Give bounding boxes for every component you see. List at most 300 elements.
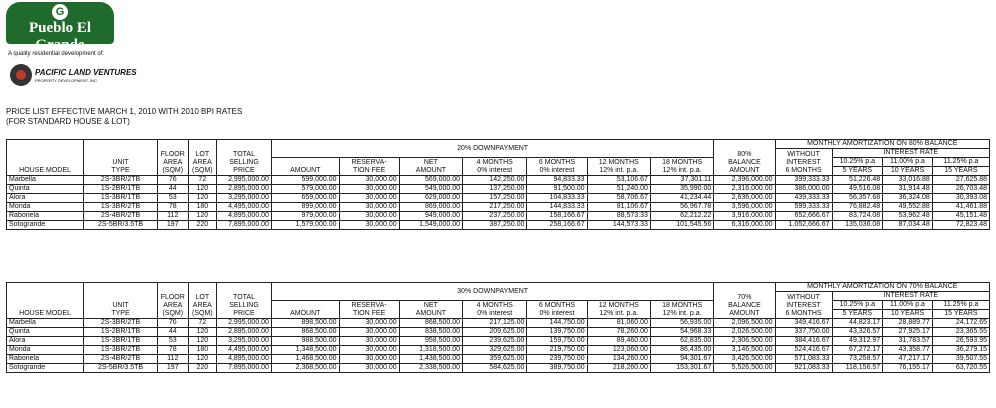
table-cell: 389,750.00 [527, 364, 587, 373]
table-row [7, 194, 990, 203]
table-cell: 104,833.33 [527, 194, 587, 203]
header-line: WITHOUT [787, 151, 820, 158]
table-cell: 219,750.00 [527, 346, 587, 355]
header-amount: AMOUNT [271, 301, 339, 319]
house-model-name: Monda [7, 203, 84, 212]
table-cell: 1,052,666.67 [775, 221, 832, 230]
header-line: TYPE [111, 167, 130, 174]
header-lot-area [188, 140, 217, 176]
table-cell: 2,096,500.00 [714, 319, 775, 328]
header-balance [714, 140, 775, 176]
table-cell: 220 [188, 221, 217, 230]
table-cell: 26,593.95 [932, 337, 989, 346]
header-house-model: HOUSE MODEL [7, 283, 84, 319]
header-interest-rate: INTEREST RATE [832, 292, 989, 301]
table-cell: 384,416.67 [775, 337, 832, 346]
pueblo-el-grande-logo [6, 2, 114, 53]
table-cell: 35,990.00 [650, 185, 713, 194]
table-cell: 659,000.00 [271, 194, 339, 203]
table-cell: 53,106.67 [587, 176, 650, 185]
table-cell: 868,500.00 [399, 319, 462, 328]
table-cell: 51,226.48 [832, 176, 883, 185]
table-cell: 81,060.00 [587, 319, 650, 328]
header-line: SELLING [229, 302, 259, 309]
header-years: 5 YEARS [832, 310, 883, 319]
table-cell: 349,416.67 [775, 319, 832, 328]
table-cell: 58,706.67 [587, 194, 650, 203]
table-cell: 120 [188, 212, 217, 221]
table-cell: 30,393.08 [932, 194, 989, 203]
header-rate: 11.00% p.a [883, 158, 933, 167]
developer-subtitle: PROPERTY DEVELOPMENT, INC. [35, 78, 98, 83]
table-cell: 386,000.00 [775, 185, 832, 194]
table-cell: 949,000.00 [399, 212, 462, 221]
header-line: WITHOUT [787, 294, 820, 301]
table-row [7, 203, 990, 212]
house-model-name: Rabonela [7, 212, 84, 221]
header-downpayment: 20% DOWNPAYMENT [271, 140, 713, 158]
table-cell: 41,461.88 [932, 203, 989, 212]
table-cell: 153,301.67 [650, 364, 713, 373]
table-cell: 209,625.00 [463, 328, 527, 337]
header-rate: 11.25% p.a [932, 158, 989, 167]
table-cell: 158,166.67 [527, 212, 587, 221]
table-cell: 30,000.00 [339, 212, 399, 221]
table-cell: 120 [188, 194, 217, 203]
table-cell: 868,500.00 [271, 328, 339, 337]
house-model-name: Quinta [7, 185, 84, 194]
table-cell: 838,500.00 [399, 328, 462, 337]
table-cell: 53 [157, 337, 188, 346]
header-12-months [587, 158, 650, 176]
header-line: FLOOR [160, 151, 185, 158]
table-cell: 30,000.00 [339, 364, 399, 373]
table-cell: 180 [188, 346, 217, 355]
table-row [7, 364, 990, 373]
table-cell: 237,250.00 [463, 212, 527, 221]
table-cell: 569,000.00 [399, 176, 462, 185]
table-cell: 56,357.68 [832, 194, 883, 203]
table-cell: 159,750.00 [527, 337, 587, 346]
table-row [7, 319, 990, 328]
table-cell: 23,365.55 [932, 328, 989, 337]
table-row [7, 185, 990, 194]
table-cell: 76 [157, 176, 188, 185]
table-cell: 2,368,500.00 [271, 364, 339, 373]
header-line: 4 MONTHS [476, 302, 513, 309]
table-cell: 101,545.56 [650, 221, 713, 230]
header-line: (SQM) [162, 167, 184, 174]
table-cell: 118,156.57 [832, 364, 883, 373]
table-cell: 49,312.97 [832, 337, 883, 346]
header-years: 10 YEARS [883, 167, 933, 176]
table-cell: 49,552.88 [883, 203, 933, 212]
header-line: BALANCE [728, 159, 761, 166]
header-line: PRICE [233, 167, 255, 174]
table-cell: 899,000.00 [271, 203, 339, 212]
header-12-months [587, 301, 650, 319]
table-cell: 30,000.00 [339, 176, 399, 185]
table-cell: 43,358.77 [883, 346, 933, 355]
header-floor-area [157, 283, 188, 319]
header-amortization: MONTHLY AMORTIZATION ON 80% BALANCE [775, 140, 989, 149]
table-cell: 579,000.00 [271, 185, 339, 194]
table-cell: 217,250.00 [463, 203, 527, 212]
price-list-subheading: (FOR STANDARD HOUSE & LOT) [6, 117, 130, 126]
table-cell: 6,316,000.00 [714, 221, 775, 230]
header-line: 6 MONTHS [538, 159, 576, 166]
table-cell: 44,823.17 [832, 319, 883, 328]
price-table-30 [6, 282, 990, 373]
table-cell: 94,301.67 [650, 355, 713, 364]
table-cell: 399,333.33 [775, 176, 832, 185]
table-cell: 1S-3BR/1TB [84, 337, 158, 346]
table-cell: 2S-4BR/2TB [84, 355, 158, 364]
table-row [7, 212, 990, 221]
table-cell: 31,914.48 [883, 185, 933, 194]
table-cell: 33,016.88 [883, 176, 933, 185]
table-cell: 67,272.17 [832, 346, 883, 355]
table-cell: 2,396,000.00 [714, 176, 775, 185]
table-cell: 30,000.00 [339, 328, 399, 337]
price-list-heading: PRICE LIST EFFECTIVE MARCH 1, 2010 WITH 2010 BPI RATES [6, 107, 243, 116]
table-cell: 142,250.00 [463, 176, 527, 185]
table-cell: 1,468,500.00 [271, 355, 339, 364]
table-cell: 81,106.67 [587, 203, 650, 212]
table-cell: 36,279.15 [932, 346, 989, 355]
table-cell: 53,962.48 [883, 212, 933, 221]
table-cell: 2,895,000.00 [217, 328, 272, 337]
table-cell: 144,750.00 [527, 319, 587, 328]
header-line: AREA [192, 302, 212, 309]
header-downpayment: 30% DOWNPAYMENT [271, 283, 713, 301]
header-line: TYPE [111, 310, 130, 317]
table-cell: 30,000.00 [339, 185, 399, 194]
header-6-months [527, 301, 587, 319]
table-cell: 258,166.67 [527, 221, 587, 230]
house-model-name: Sotogrande [7, 364, 84, 373]
table-cell: 2S-4BR/2TB [84, 212, 158, 221]
table-cell: 2S-3BR/2TB [84, 176, 158, 185]
table-cell: 337,750.00 [775, 328, 832, 337]
header-line: NET [423, 302, 438, 309]
header-line: LOT [195, 294, 210, 301]
table-cell: 549,000.00 [399, 185, 462, 194]
table-cell: 88,573.33 [587, 212, 650, 221]
table-cell: 120 [188, 337, 217, 346]
header-line: 12% int. p.a. [599, 310, 639, 317]
header-line: INTEREST [786, 302, 821, 309]
header-net-amount [399, 158, 462, 176]
table-cell: 26,703.48 [932, 185, 989, 194]
table-cell: 2,338,500.00 [399, 364, 462, 373]
table-cell: 36,324.08 [883, 194, 933, 203]
header-line: AMOUNT [415, 167, 447, 174]
header-lot-area [188, 283, 217, 319]
table-cell: 89,460.00 [587, 337, 650, 346]
table-cell: 599,333.33 [775, 203, 832, 212]
header-line: 18 MONTHS [662, 159, 703, 166]
header-line: AMOUNT [729, 167, 760, 174]
table-cell: 30,000.00 [339, 346, 399, 355]
table-cell: 76,882.48 [832, 203, 883, 212]
table-cell: 1S-3BR/2TB [84, 346, 158, 355]
header-house-model: HOUSE MODEL [7, 140, 84, 176]
header-line: TOTAL [233, 151, 255, 158]
table-cell: 112 [157, 212, 188, 221]
table-cell: 599,000.00 [271, 176, 339, 185]
header-line: 6 MONTHS [785, 310, 822, 317]
table-cell: 157,250.00 [463, 194, 527, 203]
table-cell: 144,573.33 [587, 221, 650, 230]
header-total-price [217, 140, 272, 176]
header-line: 6 MONTHS [538, 302, 576, 309]
table-cell: 220 [188, 364, 217, 373]
header-line: 12% int. p.a. [662, 167, 702, 174]
table-cell: 584,625.00 [463, 364, 527, 373]
table-cell: 2S-5BR/3.5TB [84, 364, 158, 373]
table-cell: 359,625.00 [463, 355, 527, 364]
table-cell: 5,526,500.00 [714, 364, 775, 373]
table-cell: 73,258.57 [832, 355, 883, 364]
table-cell: 3,295,000.00 [217, 194, 272, 203]
table-cell: 56,935.00 [650, 319, 713, 328]
header-rate: 11.25% p.a [932, 301, 989, 310]
header-line: NET [423, 159, 438, 166]
price-table-20 [6, 139, 990, 230]
table-cell: 24,172.65 [932, 319, 989, 328]
table-cell: 45,151.48 [932, 212, 989, 221]
table-row [7, 355, 990, 364]
table-cell: 72,823.48 [932, 221, 989, 230]
table-cell: 3,596,000.00 [714, 203, 775, 212]
header-line: AREA [163, 159, 183, 166]
header-line: BALANCE [728, 302, 761, 309]
header-line: 0% interest [477, 167, 513, 174]
house-model-name: Rabonela [7, 355, 84, 364]
house-model-name: Alora [7, 194, 84, 203]
table-cell: 27,925.17 [883, 328, 933, 337]
table-cell: 37,301.11 [650, 176, 713, 185]
header-amount: AMOUNT [271, 158, 339, 176]
table-cell: 1S-2BR/1TB [84, 328, 158, 337]
table-cell: 135,036.08 [832, 221, 883, 230]
header-6-months [527, 158, 587, 176]
house-model-name: Marbella [7, 176, 84, 185]
table-cell: 2,995,000.00 [217, 176, 272, 185]
table-cell: 54,968.33 [650, 328, 713, 337]
table-cell: 30,000.00 [339, 221, 399, 230]
header-years: 10 YEARS [883, 310, 933, 319]
table-cell: 1S-3BR/2TB [84, 203, 158, 212]
header-line: TOTAL [233, 294, 255, 301]
header-rate: 11.00% p.a [883, 301, 933, 310]
header-18-months [650, 158, 713, 176]
house-model-name: Quinta [7, 328, 84, 337]
logo-brand-text: Pueblo El Grande [28, 20, 92, 53]
header-line: AREA [192, 159, 212, 166]
table-cell: 4,495,000.00 [217, 346, 272, 355]
table-cell: 869,000.00 [399, 203, 462, 212]
header-line: INTEREST [786, 159, 821, 166]
table-cell: 44 [157, 185, 188, 194]
table-cell: 41,234.44 [650, 194, 713, 203]
table-cell: 112 [157, 355, 188, 364]
table-cell: 83,724.08 [832, 212, 883, 221]
header-line: AMOUNT [415, 310, 447, 317]
header-4-months [463, 301, 527, 319]
table-cell: 4,495,000.00 [217, 203, 272, 212]
table-cell: 76 [157, 319, 188, 328]
table-cell: 94,833.33 [527, 176, 587, 185]
table-cell: 30,000.00 [339, 337, 399, 346]
header-line: AMOUNT [729, 310, 760, 317]
table-cell: 3,295,000.00 [217, 337, 272, 346]
header-line: 12% int. p.a. [662, 310, 702, 317]
table-cell: 30,000.00 [339, 319, 399, 328]
table-cell: 1S-2BR/1TB [84, 185, 158, 194]
header-rate: 10.25% p.a [832, 158, 883, 167]
table-cell: 1,549,000.00 [399, 221, 462, 230]
table-cell: 180 [188, 203, 217, 212]
table-cell: 4,895,000.00 [217, 212, 272, 221]
table-cell: 120 [188, 328, 217, 337]
table-cell: 72 [188, 319, 217, 328]
header-years: 5 YEARS [832, 167, 883, 176]
table-cell: 120 [188, 355, 217, 364]
table-cell: 3,916,000.00 [714, 212, 775, 221]
table-cell: 87,034.48 [883, 221, 933, 230]
table-cell: 78,260.00 [587, 328, 650, 337]
table-cell: 2,026,500.00 [714, 328, 775, 337]
house-model-name: Alora [7, 337, 84, 346]
table-cell: 387,250.00 [463, 221, 527, 230]
header-years: 15 YEARS [932, 167, 989, 176]
table-cell: 31,783.57 [883, 337, 933, 346]
header-line: TION FEE [352, 310, 386, 317]
table-cell: 120 [188, 185, 217, 194]
table-cell: 47,217.17 [883, 355, 933, 364]
table-cell: 218,260.00 [587, 364, 650, 373]
table-cell: 2,636,000.00 [714, 194, 775, 203]
table-cell: 652,666.67 [775, 212, 832, 221]
header-line: UNIT [112, 302, 129, 309]
house-model-name: Monda [7, 346, 84, 355]
table-cell: 197 [157, 221, 188, 230]
table-cell: 988,500.00 [271, 337, 339, 346]
header-line: UNIT [112, 159, 129, 166]
table-cell: 921,083.33 [775, 364, 832, 373]
table-row [7, 176, 990, 185]
table-row [7, 346, 990, 355]
table-row [7, 337, 990, 346]
header-line: RESERVA- [351, 302, 387, 309]
header-total-price [217, 283, 272, 319]
header-18-months [650, 301, 713, 319]
header-without-interest [775, 149, 832, 176]
header-unit-type [84, 140, 158, 176]
header-floor-area [157, 140, 188, 176]
header-line: 6 MONTHS [785, 167, 822, 174]
table-cell: 137,250.00 [463, 185, 527, 194]
table-cell: 958,500.00 [399, 337, 462, 346]
table-cell: 3,146,500.00 [714, 346, 775, 355]
header-without-interest [775, 292, 832, 319]
table-cell: 1,318,500.00 [399, 346, 462, 355]
table-cell: 2,316,000.00 [714, 185, 775, 194]
developer-logo [10, 62, 160, 88]
table-cell: 7,895,000.00 [217, 221, 272, 230]
table-cell: 239,625.00 [463, 337, 527, 346]
table-cell: 139,750.00 [527, 328, 587, 337]
header-amortization: MONTHLY AMORTIZATION ON 70% BALANCE [775, 283, 989, 292]
header-years: 15 YEARS [932, 310, 989, 319]
table-cell: 62,212.22 [650, 212, 713, 221]
table-cell: 123,060.00 [587, 346, 650, 355]
table-cell: 2S-3BR/2TB [84, 319, 158, 328]
table-cell: 78 [157, 203, 188, 212]
table-cell: 56,967.78 [650, 203, 713, 212]
header-line: 0% interest [539, 310, 575, 317]
table-cell: 2,995,000.00 [217, 319, 272, 328]
table-cell: 144,833.33 [527, 203, 587, 212]
header-line: 70% [737, 294, 752, 301]
tagline: A quality residential development of: [8, 51, 105, 57]
header-line: 12% int. p.a. [599, 167, 639, 174]
table-cell: 27,625.88 [932, 176, 989, 185]
developer-name: PACIFIC LAND VENTURES [35, 68, 137, 77]
header-line: (SQM) [192, 167, 213, 174]
table-cell: 7,895,000.00 [217, 364, 272, 373]
table-cell: 979,000.00 [271, 212, 339, 221]
table-cell: 86,435.00 [650, 346, 713, 355]
table-cell: 43,326.57 [832, 328, 883, 337]
header-reservation-fee [339, 158, 399, 176]
table-cell: 30,000.00 [339, 194, 399, 203]
table-cell: 134,260.00 [587, 355, 650, 364]
table-cell: 1,579,000.00 [271, 221, 339, 230]
table-cell: 2S-5BR/3.5TB [84, 221, 158, 230]
table-cell: 30,000.00 [339, 203, 399, 212]
table-cell: 53 [157, 194, 188, 203]
table-cell: 78 [157, 346, 188, 355]
header-reservation-fee [339, 301, 399, 319]
table-cell: 239,750.00 [527, 355, 587, 364]
table-cell: 1,438,500.00 [399, 355, 462, 364]
table-cell: 898,500.00 [271, 319, 339, 328]
developer-mark-icon [10, 64, 32, 86]
table-cell: 72 [188, 176, 217, 185]
table-cell: 1,348,500.00 [271, 346, 339, 355]
header-line: 80% [737, 151, 752, 158]
table-cell: 49,516.08 [832, 185, 883, 194]
header-4-months [463, 158, 527, 176]
header-unit-type [84, 283, 158, 319]
header-line: 4 MONTHS [476, 159, 513, 166]
header-balance [714, 283, 775, 319]
table-cell: 39,507.55 [932, 355, 989, 364]
logo-seal: G [52, 4, 68, 20]
header-line: 12 MONTHS [598, 159, 639, 166]
table-cell: 91,500.00 [527, 185, 587, 194]
header-line: 18 MONTHS [662, 302, 703, 309]
header-line: 0% interest [539, 167, 575, 174]
header-line: AREA [163, 302, 183, 309]
header-rate: 10.25% p.a [832, 301, 883, 310]
table-row [7, 328, 990, 337]
header-line: FLOOR [160, 294, 185, 301]
header-line: 12 MONTHS [598, 302, 639, 309]
